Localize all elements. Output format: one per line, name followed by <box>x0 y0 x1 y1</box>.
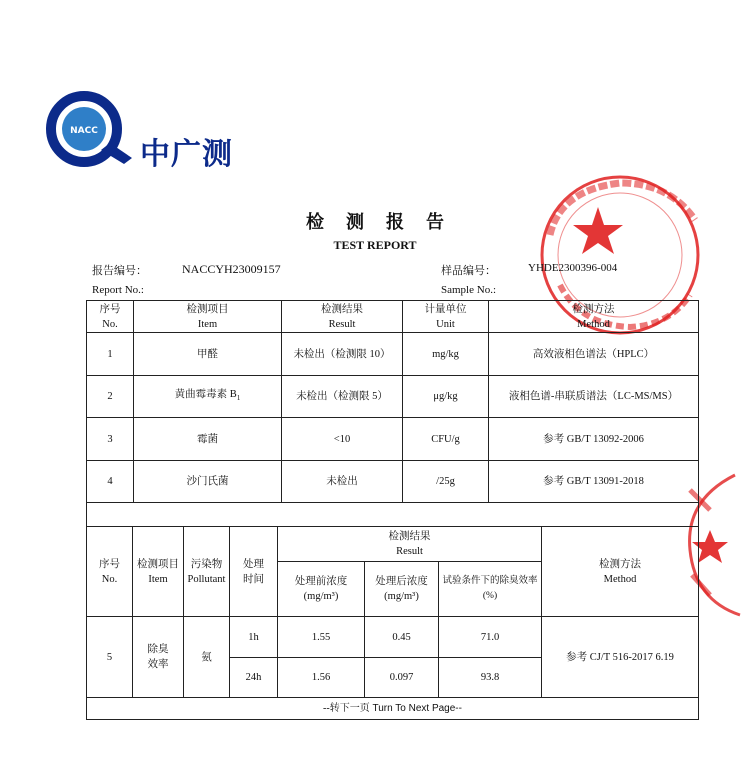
sample-no-label-cn: 样品编号： <box>441 264 496 277</box>
report-no-value: NACCYH23009157 <box>182 262 281 276</box>
table-row <box>87 617 699 658</box>
cell-no: 2 <box>87 376 134 418</box>
header-pollutant: 污染物 Pollutant <box>184 527 230 617</box>
cell-result: 未检出（检测限 10） <box>282 333 403 376</box>
cell-method: 参考 GB/T 13091-2018 <box>489 461 699 503</box>
report-title-en: TEST REPORT <box>333 238 417 252</box>
header-time: 处理 时间 <box>230 527 278 617</box>
sample-no-label-en: Sample No.: <box>441 284 496 296</box>
table-spacer-row <box>87 503 699 527</box>
cell-item: 黄曲霉毒素 $B_1$ <box>134 376 282 418</box>
header-result: 检测结果 Result <box>282 301 403 333</box>
cell-result: <10 <box>282 418 403 461</box>
cell-result: 未检出 <box>282 461 403 503</box>
deodorization-table <box>86 526 699 720</box>
cell-method: 高效液相色谱法（HPLC） <box>489 333 699 376</box>
table-header-row <box>87 301 699 333</box>
table-row <box>87 333 699 376</box>
empty-cell <box>87 503 699 527</box>
header-method: 检测方法 Method <box>489 301 699 333</box>
next-page-note: --转下一页 Turn To Next Page-- <box>87 698 699 720</box>
cell-unit: mg/kg <box>403 333 489 376</box>
table-footer-row <box>87 698 699 720</box>
cell-before: 1.55 <box>278 617 365 658</box>
table-row <box>87 461 699 503</box>
cell-method: 液相色谱-串联质谱法（LC-MS/MS） <box>489 376 699 418</box>
cell-before: 1.56 <box>278 658 365 698</box>
header-before: 处理前浓度 (mg/m³) <box>278 562 365 617</box>
cell-item: 霉菌 <box>134 418 282 461</box>
header-method: 检测方法 Method <box>542 527 699 617</box>
cell-after: 0.097 <box>365 658 439 698</box>
report-no-label-en: Report No.: <box>92 284 144 296</box>
cell-pollutant: 氨 <box>184 617 230 698</box>
cell-no: 1 <box>87 333 134 376</box>
cell-time: 24h <box>230 658 278 698</box>
header-efficiency: 试验条件下的除臭效率 (%) <box>439 562 542 617</box>
cell-item: 甲醛 <box>134 333 282 376</box>
header-item: 检测项目 Item <box>133 527 184 617</box>
cell-unit: CFU/g <box>403 418 489 461</box>
results-table <box>86 300 699 527</box>
header-item: 检测项目 Item <box>134 301 282 333</box>
cell-item: 除臭 效率 <box>133 617 184 698</box>
cell-unit: μg/kg <box>403 376 489 418</box>
cell-no: 5 <box>87 617 133 698</box>
cell-no: 4 <box>87 461 134 503</box>
report-title-cn: 检测报告 <box>306 212 466 233</box>
cell-item: 沙门氏菌 <box>134 461 282 503</box>
header-no: 序号 No. <box>87 301 134 333</box>
cell-after: 0.45 <box>365 617 439 658</box>
cell-time: 1h <box>230 617 278 658</box>
logo-name: 中广测 <box>140 137 233 172</box>
cell-method: 参考 CJ/T 516-2017 6.19 <box>542 617 699 698</box>
table-row <box>87 418 699 461</box>
header-after: 处理后浓度 (mg/m³) <box>365 562 439 617</box>
cell-efficiency: 71.0 <box>439 617 542 658</box>
table2-header-row <box>87 527 699 562</box>
cell-efficiency: 93.8 <box>439 658 542 698</box>
header-unit: 计量单位 Unit <box>403 301 489 333</box>
header-result: 检测结果 Result <box>278 527 542 562</box>
cell-no: 3 <box>87 418 134 461</box>
table-row <box>87 376 699 418</box>
header-no: 序号 No. <box>87 527 133 617</box>
sample-no-value: YHDE2300396-004 <box>528 262 618 274</box>
report-no-label-cn: 报告编号： <box>92 264 147 277</box>
cell-method: 参考 GB/T 13092-2006 <box>489 418 699 461</box>
logo-mark: NACC <box>70 126 98 136</box>
cell-result: 未检出（检测限 5） <box>282 376 403 418</box>
cell-unit: /25g <box>403 461 489 503</box>
